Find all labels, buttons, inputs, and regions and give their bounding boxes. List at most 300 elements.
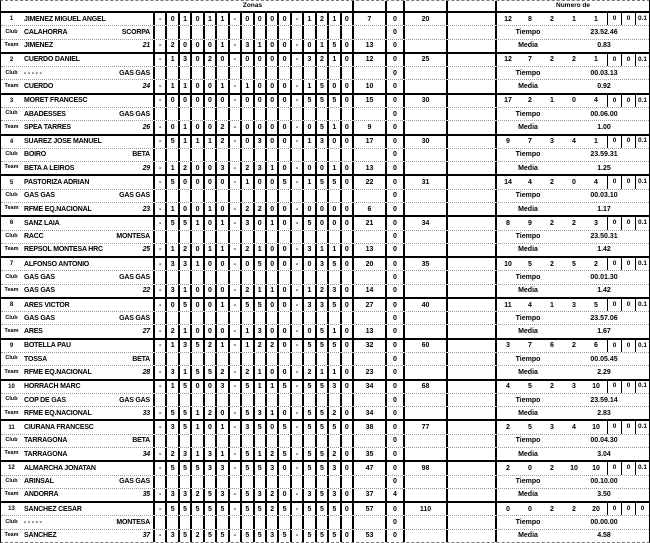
zone-score-cell: 0 — [265, 176, 277, 188]
club-name: - - - - - — [24, 519, 42, 527]
zone-score-cell: 5 — [165, 136, 177, 148]
zone-score-cell: 0 — [240, 121, 252, 133]
team-row — [1, 243, 649, 256]
zone-score-cell: 0 — [203, 162, 215, 174]
lap2-total: 13 — [352, 162, 385, 174]
points-cell-empty — [403, 149, 448, 161]
club-name: ABADESSES — [24, 110, 66, 118]
zone-score-cell: - — [153, 366, 165, 378]
zone-score-cell: - — [228, 366, 240, 378]
spacer-cell — [448, 258, 497, 270]
zone-score-cell: - — [153, 530, 165, 542]
club-label: Club — [5, 28, 18, 35]
zone-cell-empty — [240, 108, 252, 120]
count-cell: 3 — [572, 301, 576, 309]
zone-score-cell: - — [290, 381, 302, 393]
zone-score-cell: 2 — [265, 340, 277, 352]
zone-score-cell: 1 — [315, 244, 327, 256]
brand-name: GAS GAS — [119, 192, 150, 200]
count-cell: 9 — [506, 138, 510, 146]
zone-cell-empty — [290, 271, 302, 283]
zone-score-cell: - — [290, 176, 302, 188]
club-penalty: 0 — [385, 190, 403, 202]
zone-cell-empty — [190, 190, 202, 202]
spacer-cell — [448, 516, 497, 528]
zone-score-cell: - — [290, 503, 302, 515]
rider-name: CIURANA FRANCESC — [24, 424, 94, 432]
zone-score-cell: 0 — [203, 381, 215, 393]
rider-block — [1, 379, 649, 420]
club-penalty: 0 — [385, 149, 403, 161]
media-value: 2.83 — [597, 409, 611, 417]
zone-cell-empty — [290, 190, 302, 202]
zone-score-cell: 2 — [178, 244, 190, 256]
zone-score-cell: 0 — [190, 40, 202, 52]
zone-score-cell: 1 — [215, 448, 227, 460]
zone-score-cell: 0 — [277, 13, 289, 25]
zone-score-cell: - — [228, 136, 240, 148]
zone-score-cell: 3 — [215, 462, 227, 474]
zone-score-cell: 5 — [190, 340, 202, 352]
zone-score-cell: 1 — [302, 176, 314, 188]
zone-cell-empty — [327, 67, 339, 79]
zone-score-cell: 0 — [240, 95, 252, 107]
zone-cell-empty — [215, 312, 227, 324]
tiempo-value: 23.57.06 — [590, 314, 618, 322]
count-cell: 2 — [550, 383, 554, 391]
zone-cell-empty — [165, 516, 177, 528]
zone-cell-empty — [265, 353, 277, 365]
team-row — [1, 161, 649, 174]
zone-score-cell: - — [153, 121, 165, 133]
zone-score-cell: 0 — [340, 340, 352, 352]
team-name: SPEA TARRES — [24, 123, 71, 131]
zone-cell-empty — [153, 312, 165, 324]
zone-score-cell: 3 — [165, 285, 177, 297]
zone-score-cell: 0 — [277, 366, 289, 378]
zone-score-cell: 3 — [302, 54, 314, 66]
zone-score-cell: 1 — [215, 13, 227, 25]
lap1-penalty: 0 — [385, 462, 403, 474]
points-cell-empty — [403, 325, 448, 337]
zone-cell-empty — [277, 312, 289, 324]
zone-cell-empty — [178, 231, 190, 243]
zone-cell-empty — [340, 435, 352, 447]
zone-score-cell: 1 — [253, 448, 265, 460]
zone-score-cell: 0 — [277, 325, 289, 337]
zone-score-cell: 0 — [215, 203, 227, 215]
zone-score-cell: - — [228, 489, 240, 501]
lap1-total: 27 — [352, 299, 385, 311]
zone-cell-empty — [203, 190, 215, 202]
points-cell-empty — [403, 67, 448, 79]
lap1-total: 12 — [352, 54, 385, 66]
zone-cell-empty — [240, 190, 252, 202]
spacer-cell — [448, 394, 497, 406]
count-cell: 10 — [592, 464, 600, 472]
zone-score-cell: 0 — [277, 340, 289, 352]
total-cell-empty — [352, 231, 385, 243]
brand-spacer — [110, 462, 153, 474]
zone-score-cell: 5 — [315, 80, 327, 92]
zone-cell-empty — [178, 190, 190, 202]
spacer-cell — [448, 136, 497, 148]
zone-score-cell: 0 — [277, 489, 289, 501]
zone-score-cell: 0 — [265, 325, 277, 337]
zone-cell-empty — [253, 476, 265, 488]
lap2-penalty: 0 — [385, 162, 403, 174]
count-cell: 0 — [607, 136, 621, 148]
zone-score-cell: 1 — [315, 40, 327, 52]
zone-score-cell: 1 — [215, 217, 227, 229]
zone-score-cell: - — [228, 80, 240, 92]
zone-cell-empty — [290, 108, 302, 120]
brand-name: MONTESA — [116, 519, 150, 527]
club-name: CALAHORRA — [24, 28, 68, 36]
count-cell: 0 — [607, 95, 621, 107]
club-label: Club — [5, 69, 18, 76]
count-cell: 0 — [621, 299, 635, 311]
zone-score-cell: 5 — [277, 530, 289, 542]
zone-score-cell: 2 — [315, 285, 327, 297]
rider-row — [1, 13, 649, 25]
zone-cell-empty — [253, 516, 265, 528]
zone-score-cell: 5 — [315, 530, 327, 542]
rider-block — [1, 256, 649, 297]
club-row — [1, 393, 649, 406]
count-cell: 2 — [594, 260, 598, 268]
points-cell-empty — [403, 394, 448, 406]
zone-cell-empty — [315, 149, 327, 161]
zone-score-cell: 3 — [178, 340, 190, 352]
media-label: Media — [518, 532, 538, 540]
rider-row — [1, 95, 649, 107]
media-label: Media — [518, 205, 538, 213]
zone-cell-empty — [253, 271, 265, 283]
zone-score-cell: - — [228, 162, 240, 174]
media-value: 1.42 — [597, 246, 611, 254]
zone-score-cell: 0 — [327, 80, 339, 92]
zone-score-cell: - — [290, 325, 302, 337]
zone-score-cell: - — [290, 340, 302, 352]
zone-score-cell: - — [290, 462, 302, 474]
count-cell: 2 — [572, 342, 576, 350]
brand-name: GAS GAS — [119, 396, 150, 404]
lap2-total: 23 — [352, 366, 385, 378]
zone-cell-empty — [265, 516, 277, 528]
zone-cell-empty — [302, 394, 314, 406]
zone-cell-empty — [203, 312, 215, 324]
zone-score-cell: 5 — [240, 530, 252, 542]
total-cell-empty — [352, 190, 385, 202]
zone-score-cell: 5 — [327, 340, 339, 352]
count-cell: 2 — [550, 56, 554, 64]
zone-cell-empty — [153, 108, 165, 120]
spacer-cell — [448, 299, 497, 311]
zone-cell-empty — [165, 394, 177, 406]
team-row — [1, 324, 649, 337]
zone-score-cell: 0 — [340, 325, 352, 337]
zone-score-cell: 5 — [327, 503, 339, 515]
zone-score-cell: 3 — [253, 136, 265, 148]
club-label: Club — [5, 396, 18, 403]
rider-name: MORET FRANCESC — [24, 97, 88, 105]
zone-score-cell: 2 — [215, 121, 227, 133]
zone-score-cell: 0 — [165, 299, 177, 311]
brand-name: GAS GAS — [119, 69, 150, 77]
points-total: 110 — [403, 503, 448, 515]
zone-cell-empty — [203, 67, 215, 79]
zone-score-cell: 3 — [240, 217, 252, 229]
count-cell: 0.1 — [635, 136, 649, 148]
zone-cell-empty — [327, 271, 339, 283]
zone-score-cell: 1 — [190, 421, 202, 433]
zone-cell-empty — [215, 231, 227, 243]
zone-score-cell: 0 — [203, 285, 215, 297]
zone-cell-empty — [265, 26, 277, 38]
team-row — [1, 39, 649, 52]
zone-cell-empty — [203, 516, 215, 528]
spacer-cell — [448, 312, 497, 324]
zone-score-cell: - — [290, 80, 302, 92]
zone-score-cell: 0 — [277, 121, 289, 133]
zone-cell-empty — [302, 476, 314, 488]
zone-score-cell: 5 — [190, 462, 202, 474]
zone-cell-empty — [190, 271, 202, 283]
zone-cell-empty — [215, 394, 227, 406]
zone-score-cell: 5 — [253, 530, 265, 542]
zone-cell-empty — [327, 149, 339, 161]
zone-score-cell: 1 — [327, 121, 339, 133]
lap1-total: 21 — [352, 217, 385, 229]
penalty-column-header — [385, 1, 403, 11]
spacer-cell — [448, 217, 497, 229]
zone-cell-empty — [153, 67, 165, 79]
zone-score-cell: 0 — [265, 258, 277, 270]
spacer-cell — [448, 203, 497, 215]
zone-cell-empty — [153, 26, 165, 38]
zone-score-cell: 1 — [265, 381, 277, 393]
lap2-total: 6 — [352, 203, 385, 215]
zone-score-cell: - — [290, 285, 302, 297]
tiempo-value: 00.03.10 — [590, 192, 618, 200]
club-row — [1, 66, 649, 79]
zone-score-cell: 1 — [315, 366, 327, 378]
zone-score-cell: 5 — [327, 299, 339, 311]
zone-cell-empty — [178, 108, 190, 120]
zone-score-cell: 0 — [265, 80, 277, 92]
zone-score-cell: - — [228, 325, 240, 337]
rider-row — [1, 340, 649, 352]
points-column-header — [403, 1, 448, 11]
zone-score-cell: 0 — [165, 121, 177, 133]
rider-row — [1, 217, 649, 229]
brand-spacer — [110, 95, 153, 107]
zone-score-cell: 0 — [340, 203, 352, 215]
zone-score-cell: 0 — [277, 162, 289, 174]
club-name: RACC — [24, 233, 44, 241]
numero-de-header: Numero de — [556, 1, 590, 9]
zone-score-cell: 1 — [253, 366, 265, 378]
zone-cell-empty — [290, 394, 302, 406]
rider-row — [1, 54, 649, 66]
club-row — [1, 270, 649, 283]
team-row — [1, 365, 649, 378]
zone-score-cell: 5 — [215, 503, 227, 515]
zone-score-cell: 3 — [302, 299, 314, 311]
zone-cell-empty — [327, 516, 339, 528]
zone-score-cell: 1 — [327, 13, 339, 25]
club-name: GAS GAS — [24, 314, 55, 322]
media-value: 0.83 — [597, 42, 611, 50]
count-cell: 0 — [621, 176, 635, 188]
zone-cell-empty — [178, 149, 190, 161]
points-cell-empty — [403, 162, 448, 174]
zone-cell-empty — [228, 271, 240, 283]
count-cell: 0.1 — [635, 258, 649, 270]
zone-cell-empty — [240, 271, 252, 283]
lap2-penalty: 0 — [385, 121, 403, 133]
zone-score-cell: 1 — [190, 258, 202, 270]
club-label: Club — [5, 518, 18, 525]
count-cell: 1 — [550, 301, 554, 309]
count-cell: 5 — [572, 260, 576, 268]
position-number: 10 — [8, 383, 15, 390]
zone-score-cell: - — [153, 285, 165, 297]
zone-score-cell: 0 — [277, 40, 289, 52]
count-cell: 0 — [572, 179, 576, 187]
zone-score-cell: 1 — [203, 136, 215, 148]
club-row — [1, 311, 649, 324]
media-label: Media — [518, 123, 538, 131]
zone-score-cell: 0 — [340, 121, 352, 133]
points-total: 40 — [403, 299, 448, 311]
count-cell: 0.1 — [635, 54, 649, 66]
zone-score-cell: 5 — [315, 340, 327, 352]
lap1-total: 7 — [352, 13, 385, 25]
count-cell: 4 — [572, 424, 576, 432]
total-cell-empty — [352, 353, 385, 365]
zone-score-cell: - — [290, 54, 302, 66]
count-cell: 0.1 — [635, 95, 649, 107]
zone-score-cell: - — [153, 299, 165, 311]
zone-score-cell: 0 — [253, 54, 265, 66]
zone-cell-empty — [240, 149, 252, 161]
zone-cell-empty — [327, 435, 339, 447]
zone-score-cell: 0 — [277, 54, 289, 66]
team-label: Team — [4, 82, 19, 89]
zone-score-cell: 0 — [340, 285, 352, 297]
zone-score-cell: 5 — [327, 95, 339, 107]
count-cell: 20 — [592, 505, 600, 513]
zone-score-cell: 1 — [165, 162, 177, 174]
zone-cell-empty — [253, 353, 265, 365]
zone-score-cell: - — [228, 503, 240, 515]
zone-score-cell: 5 — [178, 421, 190, 433]
zone-score-cell: - — [153, 325, 165, 337]
team-row — [1, 488, 649, 501]
zone-score-cell: 5 — [277, 176, 289, 188]
zone-score-cell: 3 — [178, 54, 190, 66]
rider-block — [1, 460, 649, 501]
brand-spacer — [110, 217, 153, 229]
zone-score-cell: 5 — [302, 217, 314, 229]
zone-cell-empty — [277, 435, 289, 447]
count-cell: 0.1 — [635, 176, 649, 188]
media-label: Media — [518, 450, 538, 458]
zone-score-cell: 2 — [190, 530, 202, 542]
brand-spacer — [110, 176, 153, 188]
count-cell: 0.1 — [635, 340, 649, 352]
media-value: 1.67 — [597, 328, 611, 336]
count-cell: 2 — [572, 219, 576, 227]
zone-score-cell: 0 — [340, 80, 352, 92]
count-cell: 17 — [504, 97, 512, 105]
count-cell: 10 — [592, 383, 600, 391]
points-total: 30 — [403, 95, 448, 107]
spacer-cell — [448, 67, 497, 79]
zone-cell-empty — [228, 516, 240, 528]
points-cell-empty — [403, 244, 448, 256]
zone-score-cell: 1 — [178, 325, 190, 337]
zone-cell-empty — [165, 312, 177, 324]
zone-cell-empty — [327, 312, 339, 324]
zone-cell-empty — [277, 26, 289, 38]
zone-cell-empty — [190, 231, 202, 243]
tiempo-value: 23.52.46 — [590, 28, 618, 36]
zone-score-cell: 3 — [315, 136, 327, 148]
rider-number: 24 — [142, 83, 150, 91]
count-cell: 3 — [594, 219, 598, 227]
zone-cell-empty — [203, 231, 215, 243]
zone-cell-empty — [340, 190, 352, 202]
lap1-total: 34 — [352, 381, 385, 393]
zone-score-cell: 1 — [265, 285, 277, 297]
zone-score-cell: 5 — [315, 121, 327, 133]
zone-score-cell: 0 — [190, 176, 202, 188]
zone-score-cell: - — [228, 258, 240, 270]
zone-cell-empty — [253, 231, 265, 243]
rider-number: 29 — [142, 164, 150, 172]
zone-score-cell: 0 — [340, 489, 352, 501]
lap2-penalty: 0 — [385, 325, 403, 337]
zone-score-cell: 1 — [215, 244, 227, 256]
zone-cell-empty — [165, 149, 177, 161]
count-cell: 0 — [621, 54, 635, 66]
zone-cell-empty — [153, 190, 165, 202]
zone-cell-empty — [340, 67, 352, 79]
lap1-total: 32 — [352, 340, 385, 352]
zone-score-cell: 2 — [240, 285, 252, 297]
team-row — [1, 406, 649, 419]
zone-score-cell: 1 — [327, 162, 339, 174]
zone-score-cell: 5 — [240, 448, 252, 460]
zone-score-cell: 2 — [240, 203, 252, 215]
spacer-cell — [448, 108, 497, 120]
zone-score-cell: 3 — [178, 489, 190, 501]
zone-cell-empty — [153, 516, 165, 528]
zone-score-cell: 3 — [203, 448, 215, 460]
club-name: - - - - - — [24, 69, 42, 77]
zone-score-cell: 1 — [165, 203, 177, 215]
zone-score-cell: 1 — [327, 54, 339, 66]
zone-cell-empty — [178, 67, 190, 79]
zone-cell-empty — [340, 516, 352, 528]
zone-score-cell: - — [290, 366, 302, 378]
zone-score-cell: 0 — [340, 136, 352, 148]
lap2-penalty: 0 — [385, 203, 403, 215]
zone-score-cell: 0 — [340, 176, 352, 188]
